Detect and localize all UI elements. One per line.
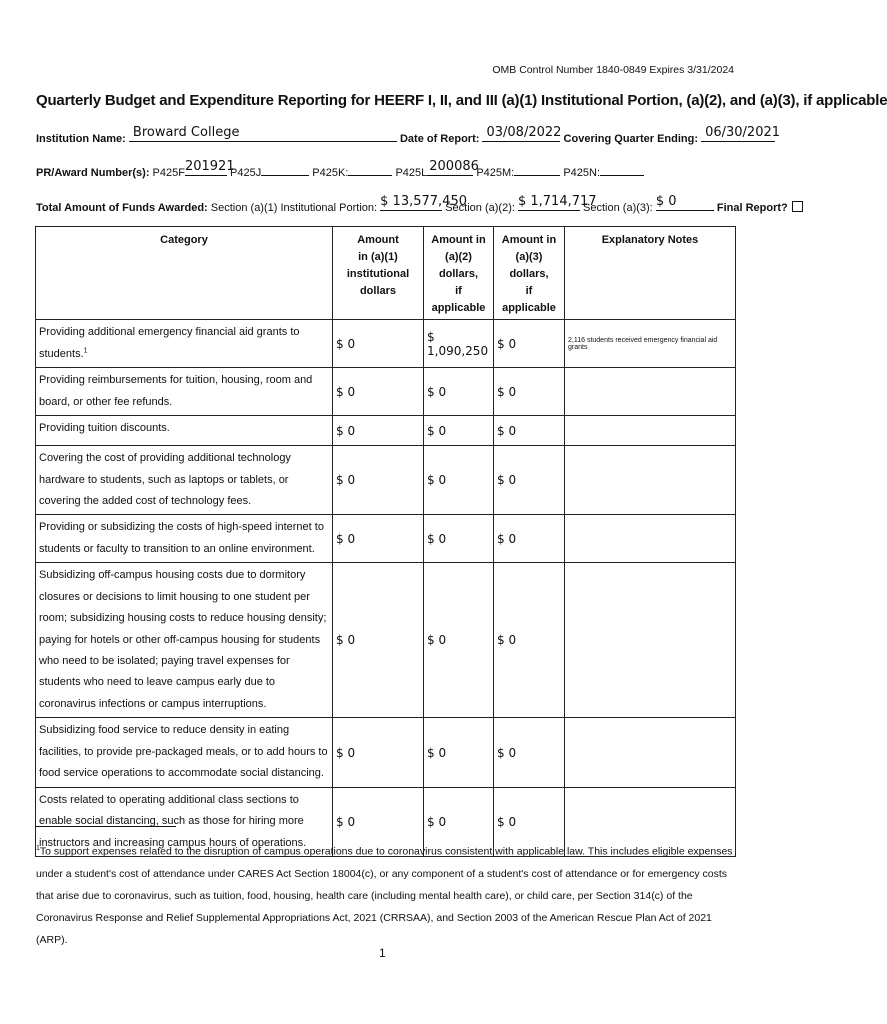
a3-amount-cell[interactable]: $ 0 [494, 718, 565, 787]
footnote-ref: 1 [83, 347, 88, 355]
form-title: Quarterly Budget and Expenditure Reporting for HEERF I, II, and III (a)(1) Institutional Portion, (a)(2), and (a)(3), if applicable [36, 92, 887, 109]
a1-amount-cell[interactable]: $ 0 [333, 446, 424, 515]
a2-amount-cell[interactable]: $ 0 [424, 718, 494, 787]
p425l-field[interactable] [427, 159, 479, 176]
a1-amount-cell[interactable]: $ 0 [333, 368, 424, 416]
category-cell: Providing tuition discounts. [36, 416, 333, 446]
award-line [36, 159, 644, 179]
category-cell: Covering the cost of providing additional technology hardware to students, such as laptops or tablets, or covering the added cost of technology fees. [36, 446, 333, 515]
institution-label: Institution Name: [36, 133, 126, 145]
a3-amount-cell[interactable]: $ 0 [494, 320, 565, 368]
table-header-row [36, 227, 736, 320]
p425m-field[interactable] [514, 164, 560, 176]
header-a2: Amount in (a)(2) dollars, if applicable [424, 227, 494, 320]
a2-amount-cell[interactable]: $ 0 [424, 368, 494, 416]
table-row [36, 563, 736, 718]
header-category: Category [36, 227, 333, 320]
footnote [36, 838, 736, 951]
omb-control-number: OMB Control Number 1840-0849 Expires 3/31/2024 [492, 64, 734, 76]
notes-cell[interactable] [565, 718, 736, 787]
p425f-label: P425F [152, 167, 185, 179]
a2-funds-value: $ 1,714,717 [517, 194, 597, 209]
quarter-field[interactable] [701, 125, 781, 142]
a2-amount-cell[interactable]: $ 0 [424, 446, 494, 515]
a1-amount-cell[interactable]: $ 0 [333, 416, 424, 446]
a2-amount-cell[interactable]: $ 0 [424, 416, 494, 446]
table-row [36, 320, 736, 368]
a1-amount-cell[interactable]: $ 0 [333, 320, 424, 368]
report-date-value: 03/08/2022 [486, 125, 562, 140]
table-row [36, 515, 736, 563]
p425n-field[interactable] [600, 164, 644, 176]
category-cell: Subsidizing off-campus housing costs due to dormitory closures or decisions to limit housing to one student per room; subsidizing housing costs to reduce housing density; paying for hotels or other off-campus housing for students who need to be isolated; paying travel expenses for students who need to leave campus early due to coronavirus infections or campus interruptions. [36, 563, 333, 718]
a3-amount-cell[interactable]: $ 0 [494, 368, 565, 416]
notes-cell[interactable] [565, 446, 736, 515]
p425l-value: 200086 [429, 159, 479, 174]
notes-cell[interactable] [565, 515, 736, 563]
p425n-label: P425N: [563, 167, 601, 179]
a2-funds-label: Section (a)(2): [445, 202, 515, 214]
a1-amount-cell[interactable]: $ 0 [333, 787, 424, 856]
final-report-checkbox[interactable] [792, 201, 803, 212]
a2-amount-cell[interactable]: $ 0 [424, 787, 494, 856]
funds-line [36, 194, 803, 214]
a1-amount-cell[interactable]: $ 0 [333, 718, 424, 787]
a1-amount-cell[interactable]: $ 0 [333, 515, 424, 563]
footnote-divider [36, 826, 176, 827]
p425f-field[interactable] [184, 159, 235, 176]
a3-amount-cell[interactable]: $ 0 [494, 787, 565, 856]
quarter-value: 06/30/2021 [705, 125, 781, 140]
p425j-label: P425J [230, 167, 262, 179]
category-cell: Subsidizing food service to reduce density in eating facilities, to provide pre-packaged meals, or to add hours to food service operations to accommodate social distancing. [36, 718, 333, 787]
a3-funds-label: Section (a)(3): [583, 202, 653, 214]
p425m-label: P425M: [476, 167, 515, 179]
table-row [36, 368, 736, 416]
notes-cell[interactable] [565, 416, 736, 446]
p425f-value: 201921 [184, 159, 235, 174]
a2-amount-cell[interactable]: $ 1,090,250 [424, 320, 494, 368]
table-row [36, 416, 736, 446]
p425k-label: P425K: [312, 167, 349, 179]
a2-amount-cell[interactable]: $ 0 [424, 563, 494, 718]
a3-amount-cell[interactable]: $ 0 [494, 563, 565, 718]
report-date-label: Date of Report: [399, 133, 480, 145]
notes-cell[interactable] [565, 563, 736, 718]
a2-amount-cell[interactable]: $ 0 [424, 515, 494, 563]
institution-line [36, 125, 781, 145]
a3-funds-field[interactable] [655, 194, 714, 211]
notes-cell[interactable] [565, 368, 736, 416]
a1-funds-value: $ 13,577,450 [380, 194, 467, 209]
p425l-label: P425L [395, 167, 428, 179]
expenditure-table [35, 226, 736, 857]
a1-funds-label: Section (a)(1) Institutional Portion: [210, 202, 378, 214]
a3-amount-cell[interactable]: $ 0 [494, 446, 565, 515]
institution-field[interactable] [129, 125, 397, 142]
p425j-field[interactable] [261, 164, 309, 176]
institution-value: Broward College [132, 125, 240, 140]
a1-amount-cell[interactable]: $ 0 [333, 563, 424, 718]
header-a3: Amount in (a)(3) dollars, if applicable [494, 227, 565, 320]
award-label: PR/Award Number(s): [36, 167, 150, 179]
funds-label: Total Amount of Funds Awarded: [36, 202, 208, 214]
quarter-label: Covering Quarter Ending: [563, 133, 699, 145]
p425k-field[interactable] [348, 164, 392, 176]
a3-amount-cell[interactable]: $ 0 [494, 515, 565, 563]
category-cell: Providing or subsidizing the costs of high-speed internet to students or faculty to transition to an online environment. [36, 515, 333, 563]
category-cell: Costs related to operating additional class sections to enable social distancing, such as those for hiring more instructors and increasing campus hours of operations. [36, 787, 333, 856]
category-cell: Providing reimbursements for tuition, housing, room and board, or other fee refunds. [36, 368, 333, 416]
table-row [36, 718, 736, 787]
footnote-mark: 1 [36, 845, 40, 852]
category-cell: Providing additional emergency financial aid grants to students.$^1$ [36, 320, 333, 368]
a3-amount-cell[interactable]: $ 0 [494, 416, 565, 446]
table-row [36, 446, 736, 515]
page-number: 1 [379, 946, 386, 960]
footnote-text: To support expenses related to the disruption of campus operations due to coronavirus consistent with applicable law. This includes eligible expenses under a student's cost of attendance under CARES Act Section 18004(c), or any component of a student's cost of attendance or for emergency costs that arise due to coronavirus, such as tuition, food, housing, health care (including mental health care), or child care, per Section 314(c) of the Coronavirus Response and Relief Supplemental Appropriations Act, 2021 (CRRSAA), and Section 2003 of the American Rescue Plan Act of 2021 (ARP). [36, 845, 733, 946]
notes-cell[interactable]: 2,116 students received emergency financial aid grants [565, 320, 736, 368]
header-notes: Explanatory Notes [565, 227, 736, 320]
a1-funds-field[interactable] [380, 194, 467, 211]
a3-funds-value: $ 0 [655, 194, 677, 209]
report-date-field[interactable] [482, 125, 562, 142]
final-report-label: Final Report? [716, 202, 788, 214]
a2-funds-field[interactable] [517, 194, 597, 211]
header-a1: Amount in (a)(1) institutional dollars [333, 227, 424, 320]
